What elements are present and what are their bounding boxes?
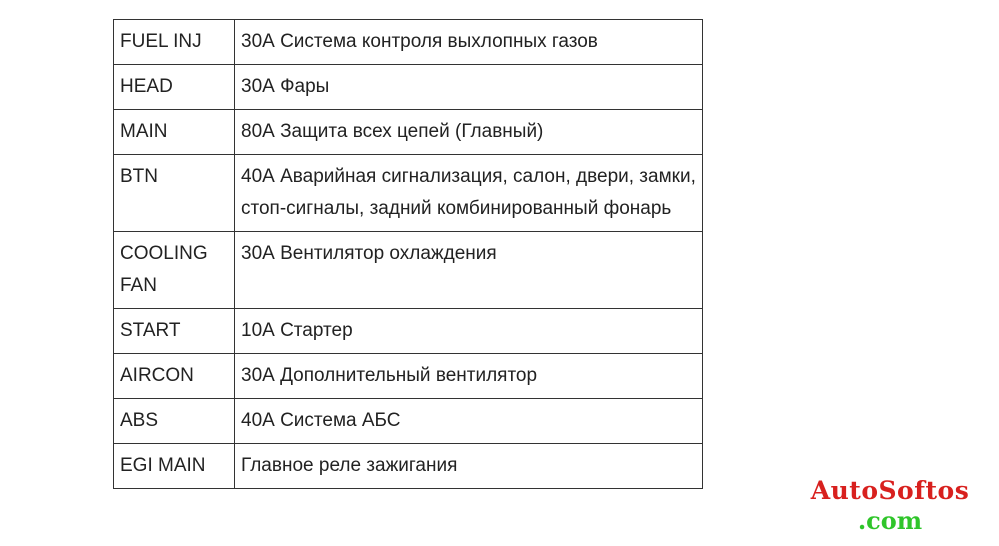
fuse-description-cell: Главное реле зажигания (235, 444, 703, 489)
watermark-domain-text: .com (857, 506, 923, 535)
watermark-logo (790, 476, 990, 536)
fuse-description-cell: 30А Дополнительный вентилятор (235, 354, 703, 399)
fuse-description-cell: 30А Вентилятор охлаждения (235, 232, 703, 309)
fuse-description-cell: 40А Аварийная сигнализация, салон, двери, замки, стоп-сигналы, задний комбинированный фонарь (235, 155, 703, 232)
table-row (114, 444, 703, 489)
fuse-description-cell: 40А Система АБС (235, 399, 703, 444)
fuse-code-cell: ABS (114, 399, 235, 444)
table-row (114, 354, 703, 399)
fuse-description-cell: 30А Система контроля выхлопных газов (235, 20, 703, 65)
table-row (114, 232, 703, 309)
fuse-code-cell: BTN (114, 155, 235, 232)
fuse-code-cell: MAIN (114, 110, 235, 155)
fuse-description-cell: 10А Стартер (235, 309, 703, 354)
table-row (114, 110, 703, 155)
watermark-brand-text: AutoSoftos (810, 476, 970, 505)
fuse-code-cell: START (114, 309, 235, 354)
fuse-table (113, 19, 703, 489)
fuse-description-cell: 30А Фары (235, 65, 703, 110)
fuse-code-cell: COOLING FAN (114, 232, 235, 309)
fuse-description-cell: 80А Защита всех цепей (Главный) (235, 110, 703, 155)
fuse-code-cell: AIRCON (114, 354, 235, 399)
fuse-code-cell: HEAD (114, 65, 235, 110)
fuse-code-cell: EGI MAIN (114, 444, 235, 489)
table-row (114, 20, 703, 65)
table-row (114, 65, 703, 110)
table-row (114, 309, 703, 354)
table-row (114, 399, 703, 444)
table-row (114, 155, 703, 232)
fuse-code-cell: FUEL INJ (114, 20, 235, 65)
